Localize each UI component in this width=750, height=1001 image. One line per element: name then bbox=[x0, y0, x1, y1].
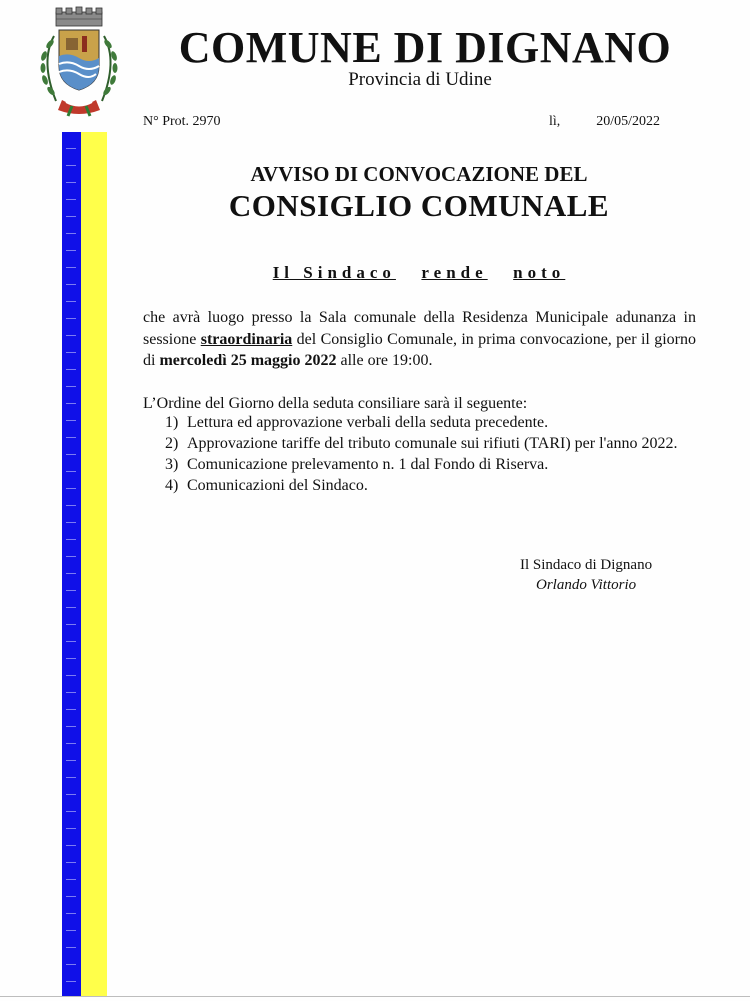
place-label: lì, bbox=[549, 114, 561, 129]
body-part3: alle ore 19:00. bbox=[336, 352, 433, 369]
agenda-item-number: 2) bbox=[165, 435, 179, 452]
convocation-paragraph bbox=[143, 307, 696, 372]
document-date: 20/05/2022 bbox=[596, 114, 661, 129]
agenda-item-text: Lettura ed approvazione verbali della seduta precedente. bbox=[187, 414, 549, 431]
agenda-item-number: 4) bbox=[165, 477, 179, 494]
municipality-title: COMUNE DI DIGNANO bbox=[178, 23, 672, 72]
body-part2: del Consiglio Comunale, in prima convocazione, per il giorno di bbox=[143, 330, 697, 369]
agenda-intro: L’Ordine del Giorno della seduta consiliare sarà il seguente: bbox=[143, 395, 528, 412]
agenda-item bbox=[143, 433, 703, 454]
notice-title-line2: CONSIGLIO COMUNALE bbox=[228, 188, 610, 223]
body-part1: che avrà luogo presso la Sala comunale della Residenza Municipale adunanza in sessione bbox=[143, 309, 696, 348]
agenda-item-number: 3) bbox=[165, 456, 179, 473]
signature-name: Orlando Vittorio bbox=[536, 577, 637, 593]
agenda-item bbox=[143, 412, 703, 433]
agenda-item bbox=[143, 475, 703, 496]
session-type: straordinaria bbox=[200, 330, 293, 348]
protocol-number: N° Prot. 2970 bbox=[143, 114, 221, 129]
announcement-subject: Il Sindaco bbox=[272, 263, 396, 282]
flag-stripe-pattern bbox=[66, 132, 76, 996]
announcement-object: noto bbox=[513, 263, 566, 282]
place-date bbox=[549, 114, 660, 130]
announcement-heading bbox=[143, 263, 695, 283]
agenda-list bbox=[143, 412, 703, 496]
coat-of-arms-emblem bbox=[26, 6, 132, 118]
shield bbox=[59, 30, 99, 90]
signature-role: Il Sindaco di Dignano bbox=[520, 557, 653, 573]
province-subtitle: Provincia di Udine bbox=[348, 69, 492, 90]
announcement-verb: rende bbox=[421, 263, 488, 282]
meeting-date: mercoledì 25 maggio 2022 bbox=[159, 352, 337, 369]
agenda-item-number: 1) bbox=[165, 414, 179, 431]
agenda-item-text: Comunicazioni del Sindaco. bbox=[187, 477, 368, 494]
mural-crown bbox=[56, 7, 102, 26]
notice-title-line1: AVVISO DI CONVOCAZIONE DEL bbox=[250, 162, 588, 186]
agenda-item-text: Comunicazione prelevamento n. 1 dal Fondo di Riserva. bbox=[187, 456, 549, 473]
agenda-item bbox=[143, 454, 703, 475]
page-bottom-edge bbox=[0, 996, 750, 997]
agenda-item-text: Approvazione tariffe del tributo comunale sui rifiuti (TARI) per l'anno 2022. bbox=[187, 435, 678, 452]
flag-stripe-yellow bbox=[81, 132, 107, 996]
tricolor-ribbon bbox=[58, 100, 100, 116]
